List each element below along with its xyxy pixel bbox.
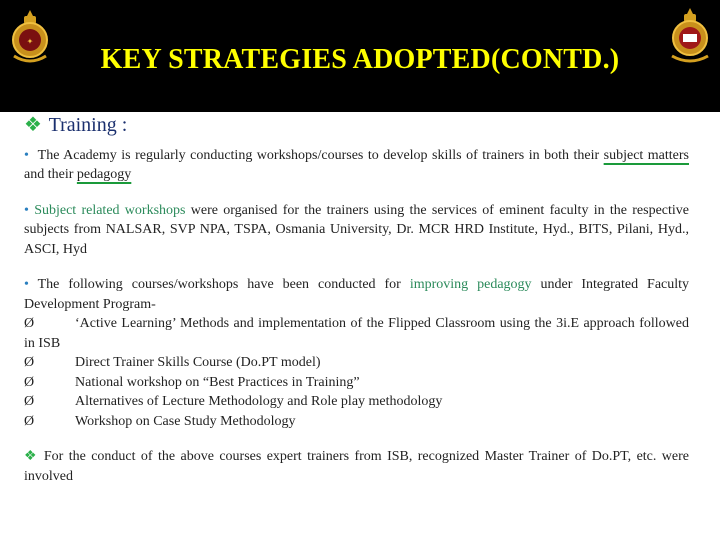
item-text: ‘Active Learning’ Methods and implementation of the Flipped Classroom using the 3i.E approach followed in ISB	[24, 316, 689, 351]
page-title: KEY STRATEGIES ADOPTED(CONTD.)	[100, 44, 620, 75]
list-item	[24, 373, 689, 393]
arrow-bullet-icon: Ø	[24, 374, 35, 390]
paragraph-workshops	[24, 201, 689, 260]
item-text: Direct Trainer Skills Course (Do.PT model)	[75, 355, 321, 370]
arrow-bullet-icon: Ø	[24, 355, 35, 370]
section-heading	[24, 116, 689, 136]
bullet-icon: •	[24, 202, 29, 218]
diamond-bullet-icon: ❖	[24, 449, 39, 464]
list-item	[24, 412, 689, 432]
para1-text2: and their	[24, 167, 74, 182]
improving-pedagogy-highlight: improving pedagogy	[409, 277, 532, 292]
arrow-bullet-icon: Ø	[24, 413, 35, 429]
subject-workshops-highlight: Subject related workshops	[34, 202, 186, 218]
arrow-bullet-icon: Ø	[24, 394, 35, 409]
item-text: Workshop on Case Study Methodology	[75, 413, 296, 429]
svg-text:✦: ✦	[26, 37, 34, 46]
para1-text: The Academy is regularly conducting workshops/courses to develop skills of trainers in both their	[37, 147, 600, 163]
list-item	[24, 392, 689, 412]
paragraph-footer	[24, 447, 689, 486]
content-area	[24, 116, 689, 486]
list-item	[24, 353, 689, 373]
footer-text: For the conduct of the above courses expert trainers from ISB, recognized Master Trainer of Do.PT, etc. were involved	[24, 449, 689, 484]
para2-text: were organised for the trainers using the services of eminent faculty in the respective subjects from NALSAR, SVP NPA, TSPA, Osmania University, Dr. MCR HRD Institute, Hyd., BITS, Pilani, Hyd., ASCI, Hyd	[24, 202, 690, 257]
underlined-subject-matters: subject matters	[603, 147, 689, 163]
diamond-bullet-icon: ❖	[24, 114, 42, 136]
arrow-bullet-icon: Ø	[24, 316, 35, 331]
header-bar	[0, 0, 720, 112]
paragraph-courses	[24, 275, 689, 314]
para3-text1: The following courses/workshops have been conducted for	[37, 277, 401, 292]
bullet-icon: •	[24, 147, 29, 163]
bullet-icon: •	[24, 277, 29, 292]
underlined-pedagogy: pedagogy	[76, 167, 132, 182]
heading-text: Training :	[48, 114, 128, 136]
item-text: National workshop on “Best Practices in Training”	[75, 374, 360, 390]
item-text: Alternatives of Lecture Methodology and Role play methodology	[75, 394, 443, 409]
list-item	[24, 314, 689, 353]
paragraph-academy	[24, 146, 689, 185]
para3-text2: under Integrated Faculty Development Program-	[24, 277, 690, 312]
